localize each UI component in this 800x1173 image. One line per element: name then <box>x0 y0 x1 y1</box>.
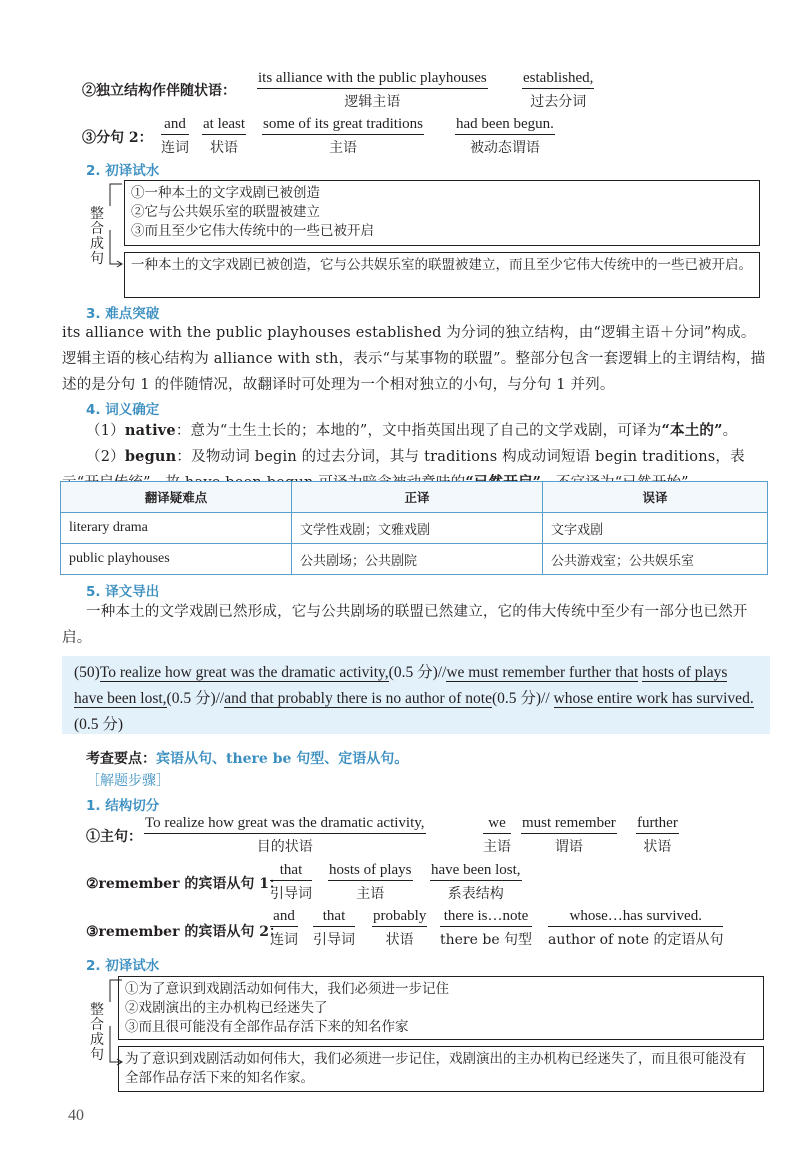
segment <box>483 815 511 856</box>
segment-cn: 连词 <box>161 140 189 156</box>
segment-cn: 主语 <box>356 886 385 902</box>
segment-en: that <box>270 862 312 881</box>
question-part-2b: hosts of plays have been lost, <box>74 664 728 707</box>
segment-en: its alliance with the public playhouses <box>257 70 488 89</box>
table-row <box>61 513 768 544</box>
segment <box>313 908 355 949</box>
table-cell: 文字戏剧 <box>543 513 768 544</box>
word-native <box>86 418 766 444</box>
segment-cn: 主语 <box>328 140 357 156</box>
segment <box>161 116 189 157</box>
steps-label: ［解题步骤］ <box>86 773 170 789</box>
segment <box>548 908 723 949</box>
segment-cn: 连词 <box>270 932 298 948</box>
table-header-row <box>61 482 768 513</box>
segment-en: whose…has survived. <box>548 908 723 927</box>
merge-label: 整合成句 <box>90 1002 104 1063</box>
final-translation: 一种本土的文学戏剧已然形成，它与公共剧场的联盟已然建立，它的伟大传统中至少有一部分也已然开启。 <box>62 604 748 646</box>
segment-cn: 目的状语 <box>256 839 313 855</box>
segment-cn: 状语 <box>385 932 414 948</box>
segment-en: had been begun. <box>455 116 555 135</box>
segment-en: must remember <box>521 815 617 834</box>
table-header: 翻译疑难点 <box>61 482 292 513</box>
question-number: (50) <box>74 664 100 681</box>
draft-line: ①为了意识到戏剧活动如何伟大，我们必须进一步记住 <box>125 981 449 997</box>
segment-en: and <box>161 116 189 135</box>
segment-en: probably <box>372 908 427 927</box>
segment-cn: 状语 <box>210 140 239 156</box>
question-box <box>62 656 770 734</box>
table-header: 正译 <box>292 482 543 513</box>
key-points <box>86 748 408 768</box>
structure-label-main: ①主句： <box>86 829 142 845</box>
segment-en: have been lost, <box>430 862 522 881</box>
segment-en: hosts of plays <box>328 862 413 881</box>
segment-cn: 系表结构 <box>447 886 504 902</box>
segment-cn: 主语 <box>483 839 511 855</box>
segment-cn: 谓语 <box>554 839 583 855</box>
table-cell: public playhouses <box>61 544 292 575</box>
segment-en: there is…note <box>440 908 532 927</box>
heading-first-draft: 2. 初译试水 <box>86 163 160 179</box>
merge-label: 整合成句 <box>90 206 104 267</box>
segment-en: at least <box>202 116 246 135</box>
key-points-text: 宾语从句、there be 句型、定语从句。 <box>156 751 409 767</box>
table-cell: literary drama <box>61 513 292 544</box>
text: ：意为“土生土长的；本地的”，文中指英国出现了自己的文学戏剧，可译为 <box>175 423 662 439</box>
merged-sentence: 一种本土的文字戏剧已被创造，它与公共娱乐室的联盟被建立，而且至少它伟大传统中的一些已被开启。 <box>131 257 752 273</box>
segment-cn: 逻辑主语 <box>344 94 401 110</box>
table-cell: 公共游戏室；公共娱乐室 <box>543 544 768 575</box>
question-part-3: and that probably there is no author of note <box>224 690 492 707</box>
merged-sentence-box <box>118 1046 764 1092</box>
page-number: 40 <box>68 1107 84 1124</box>
text: ：及物动词 begin 的过去分词，其与 traditions 构成动词短语 begin traditions，表 <box>176 449 745 465</box>
structure-label-object-2: ③remember 的宾语从句 2： <box>86 924 283 940</box>
segment <box>372 908 427 949</box>
question-part-1: To realize how great was the dramatic activity, <box>99 664 389 681</box>
segment <box>144 815 426 856</box>
segment-en: that <box>313 908 355 927</box>
score: (0.5 分) <box>74 716 124 733</box>
heading-difficulty: 3. 难点突破 <box>86 306 160 322</box>
segment <box>636 815 679 856</box>
key-points-label: 考查要点： <box>86 751 156 767</box>
highlight: “本土的” <box>661 422 723 439</box>
segment-cn: there be 句型 <box>440 932 533 948</box>
heading-first-draft-2: 2. 初译试水 <box>86 958 160 974</box>
table-cell: 公共剧场；公共剧院 <box>292 544 543 575</box>
segment-cn: 被动态谓语 <box>469 140 540 156</box>
translation-table <box>60 481 768 575</box>
segment-cn: 引导词 <box>313 932 355 948</box>
segment <box>262 116 424 157</box>
segment-en: some of its great traditions <box>262 116 424 135</box>
heading-final-translation: 5. 译文导出 <box>86 584 160 600</box>
segment <box>440 908 532 949</box>
segment-en: further <box>636 815 679 834</box>
segment <box>328 862 413 903</box>
question-part-2: we must remember further that <box>446 664 639 681</box>
segment-logical-subject <box>257 70 488 111</box>
segment <box>521 815 617 856</box>
merged-sentence: 为了意识到戏剧活动如何伟大，我们必须进一步记住，戏剧演出的主办机构已经迷失了，而且很可能没有全部作品存活下来的知名作家。 <box>125 1051 746 1086</box>
difficulty-paragraph: its alliance with the public playhouses established 为分词的独立结构，由“逻辑主语＋分词”构成。逻辑主语的核心结构为 alliance with sth，表示“与某事物的联盟”。整部分包含一套逻辑上的主谓结构，描述的是分句 1 的伴随情况，故翻译时可处理为一个相对独立的小句，与分句 1 并列。 <box>62 325 766 393</box>
segment-en: we <box>483 815 511 834</box>
draft-line: ②它与公共娱乐室的联盟被建立 <box>131 204 320 220</box>
keyword: begun <box>124 448 177 465</box>
structure-label-object-1: ②remember 的宾语从句 1： <box>86 876 283 892</box>
draft-box <box>124 180 760 246</box>
draft-line: ②戏剧演出的主办机构已经迷失了 <box>125 1000 328 1016</box>
text: 。 <box>722 423 738 439</box>
structure-label-2: ②独立结构作伴随状语： <box>82 83 236 99</box>
table-header: 误译 <box>543 482 768 513</box>
segment-cn: author of note 的定语从句 <box>548 932 724 948</box>
keyword: native <box>124 422 176 439</box>
segment <box>455 116 555 157</box>
item-number: （1） <box>86 423 125 439</box>
segment-cn: 过去分词 <box>530 94 587 110</box>
segment <box>270 908 298 949</box>
merged-sentence-box <box>124 252 760 298</box>
segment-en: established, <box>522 70 594 89</box>
heading-word-meaning: 4. 词义确定 <box>86 402 160 418</box>
segment-cn: 引导词 <box>270 886 312 902</box>
draft-line: ③而且很可能没有全部作品存活下来的知名作家 <box>125 1019 409 1035</box>
structure-label-3: ③分句 2： <box>82 130 153 146</box>
score: (0.5 分)// <box>166 690 225 707</box>
segment <box>270 862 312 903</box>
segment-past-participle <box>522 70 594 111</box>
segment <box>430 862 522 903</box>
segment-en: To realize how great was the dramatic activity, <box>144 815 426 834</box>
item-number: （2） <box>86 449 125 465</box>
heading-structure-split: 1. 结构切分 <box>86 798 160 814</box>
draft-box <box>118 976 764 1040</box>
segment <box>202 116 246 157</box>
score: (0.5 分)// <box>491 690 550 707</box>
segment-cn: 状语 <box>643 839 672 855</box>
question-part-4: whose entire work has survived. <box>553 690 754 707</box>
segment-en: and <box>270 908 298 927</box>
draft-line: ①一种本土的文字戏剧已被创造 <box>131 185 320 201</box>
draft-line: ③而且至少它伟大传统中的一些已被开启 <box>131 223 374 239</box>
score: (0.5 分)// <box>388 664 447 681</box>
table-cell: 文学性戏剧；文雅戏剧 <box>292 513 543 544</box>
table-row <box>61 544 768 575</box>
